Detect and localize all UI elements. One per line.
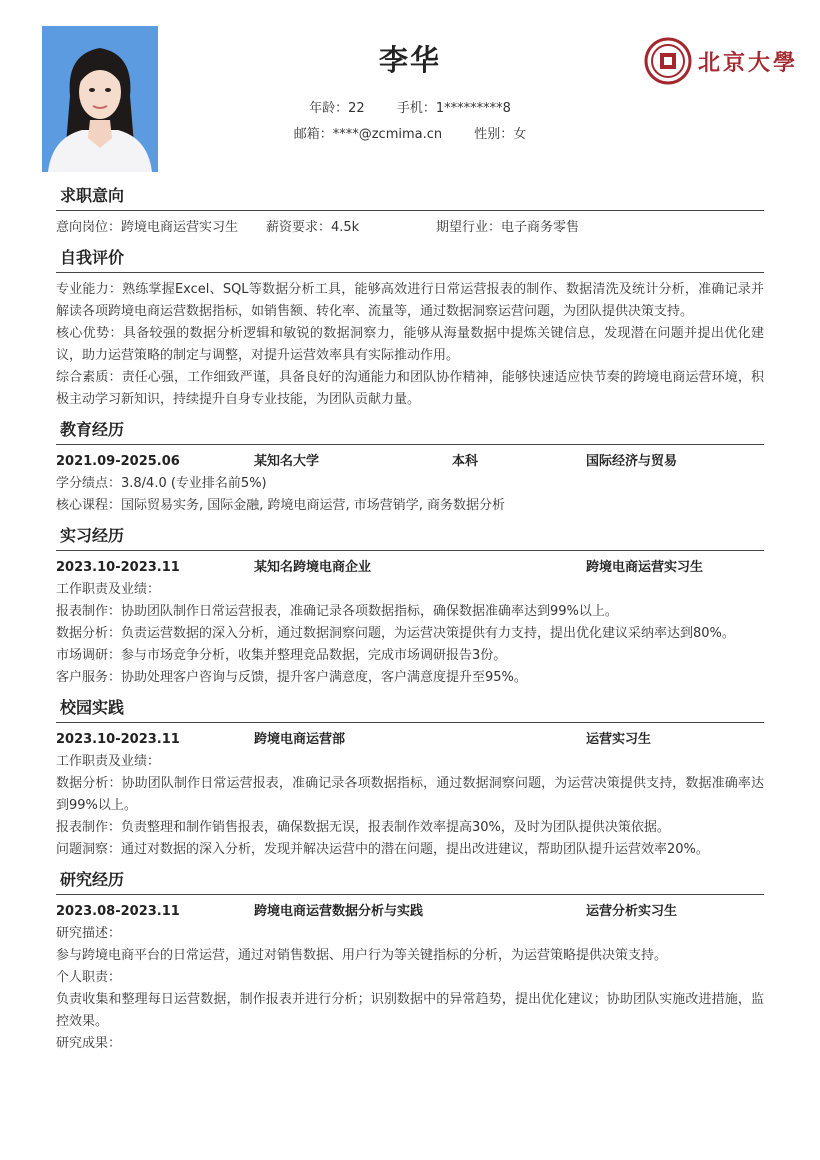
research-desc-label: 研究描述：: [56, 926, 122, 941]
core-courses: 核心课程：国际贸易实务, 国际金融, 跨境电商运营, 市场营销学, 商务数据分析: [56, 498, 506, 513]
section-research: [56, 870, 764, 1055]
gpa: 学分绩点：3.8/4.0 (专业排名前5%): [56, 476, 267, 491]
education-header-row: [56, 451, 764, 473]
section-title: 自我评价: [56, 248, 764, 273]
major: 国际经济与贸易: [586, 454, 678, 469]
section-internship: [56, 526, 764, 689]
list-item: 报表制作：协助团队制作日常运营报表，准确记录各项数据指标，确保数据准确率达到99%以上。: [56, 604, 618, 619]
email-value: ****@zcmima.cn: [332, 127, 443, 142]
internship-role: 跨境电商运营实习生: [586, 560, 704, 575]
self-eval-professional: 专业能力：熟练掌握Excel、SQL等数据分析工具，能够高效进行日常运营报表的制作、数据清洗及统计分析，准确记录并解读各项跨境电商运营数据指标，如销售额、转化率、流量等，通过数据洞察运营问题，为团队提供决策支持。: [56, 282, 764, 319]
degree: 本科: [452, 454, 479, 469]
age-value: 22: [348, 101, 365, 116]
desired-position: 意向岗位：跨境电商运营实习生: [56, 220, 239, 235]
campus-header-row: [56, 729, 764, 751]
research-result-label: 研究成果：: [56, 1036, 122, 1051]
research-desc: 参与跨境电商平台的日常运营，通过对销售数据、用户行为等关键指标的分析，为运营策略提供决策支持。: [56, 948, 668, 963]
age-info: 年龄：22: [309, 101, 365, 116]
phone-value: 1*********8: [435, 101, 511, 116]
desired-industry: 期望行业：电子商务零售: [436, 220, 580, 235]
list-item: 报表制作：负责整理和制作销售报表，确保数据无误，报表制作效率提高30%，及时为团队提供决策依据。: [56, 820, 670, 835]
education-period: 2021.09-2025.06: [56, 454, 180, 469]
duties-label: 工作职责及业绩：: [56, 582, 161, 597]
list-item: 客户服务：协助处理客户咨询与反馈，提升客户满意度，客户满意度提升至95%。: [56, 670, 527, 685]
section-title: 求职意向: [56, 186, 764, 211]
section-self-evaluation: [56, 248, 764, 411]
company-name: 某知名跨境电商企业: [254, 560, 372, 575]
university-seal-icon: [644, 37, 692, 85]
internship-period: 2023.10-2023.11: [56, 560, 180, 575]
research-header-row: [56, 901, 764, 923]
self-eval-qualities: 综合素质：责任心强，工作细致严谨，具备良好的沟通能力和团队协作精神，能够快速适应快节奏的跨境电商运营环境，积极主动学习新知识，持续提升自身专业技能，为团队贡献力量。: [56, 370, 764, 407]
section-title: 校园实践: [56, 698, 764, 723]
research-duty: 负责收集和整理每日运营数据，制作报表并进行分析；识别数据中的异常趋势，提出优化建议；协助团队实施改进措施，监控效果。: [56, 992, 764, 1029]
university-logo-text: 北京大學: [698, 49, 799, 76]
research-role: 运营分析实习生: [586, 904, 678, 919]
list-item: 数据分析：协助团队制作日常运营报表，准确记录各项数据指标，通过数据洞察问题，为运营决策提供支持，数据准确率达到99%以上。: [56, 776, 764, 813]
gender-value: 女: [513, 127, 527, 142]
university-logo: [644, 36, 798, 86]
gender-info: 性别：女: [474, 127, 527, 142]
info-row-1: [0, 97, 820, 116]
list-item: 问题洞察：通过对数据的深入分析，发现并解决运营中的潜在问题，提出改进建议，帮助团队提升运营效率20%。: [56, 842, 709, 857]
self-eval-strengths: 核心优势：具备较强的数据分析逻辑和敏锐的数据洞察力，能够从海量数据中提炼关键信息，发现潜在问题并提出优化建议，助力运营策略的制定与调整，对提升运营效率具有实际推动作用。: [56, 326, 764, 363]
section-education: [56, 420, 764, 517]
list-item: 市场调研：参与市场竞争分析，收集并整理竞品数据，完成市场调研报告3份。: [56, 648, 507, 663]
resume-content: [56, 186, 764, 1064]
campus-org: 跨境电商运营部: [254, 732, 346, 747]
info-row-2: [0, 123, 820, 142]
research-period: 2023.08-2023.11: [56, 904, 180, 919]
section-campus: [56, 698, 764, 861]
research-project: 跨境电商运营数据分析与实践: [254, 904, 424, 919]
salary-expectation: 薪资要求：4.5k: [266, 220, 360, 235]
section-objective: [56, 186, 764, 239]
campus-role: 运营实习生: [586, 732, 652, 747]
school-name: 某知名大学: [254, 454, 320, 469]
duties-label: 工作职责及业绩：: [56, 754, 161, 769]
section-title: 研究经历: [56, 870, 764, 895]
internship-header-row: [56, 557, 764, 579]
section-title: 教育经历: [56, 420, 764, 445]
candidate-name: 李华: [378, 43, 441, 77]
phone-info: 手机：1*********8: [396, 101, 511, 116]
email-info: 邮箱：****@zcmima.cn: [293, 127, 443, 142]
list-item: 数据分析：负责运营数据的深入分析，通过数据洞察问题，为运营决策提供有力支持，提出优化建议采纳率达到80%。: [56, 626, 735, 641]
section-title: 实习经历: [56, 526, 764, 551]
research-duty-label: 个人职责：: [56, 970, 122, 985]
campus-period: 2023.10-2023.11: [56, 732, 180, 747]
